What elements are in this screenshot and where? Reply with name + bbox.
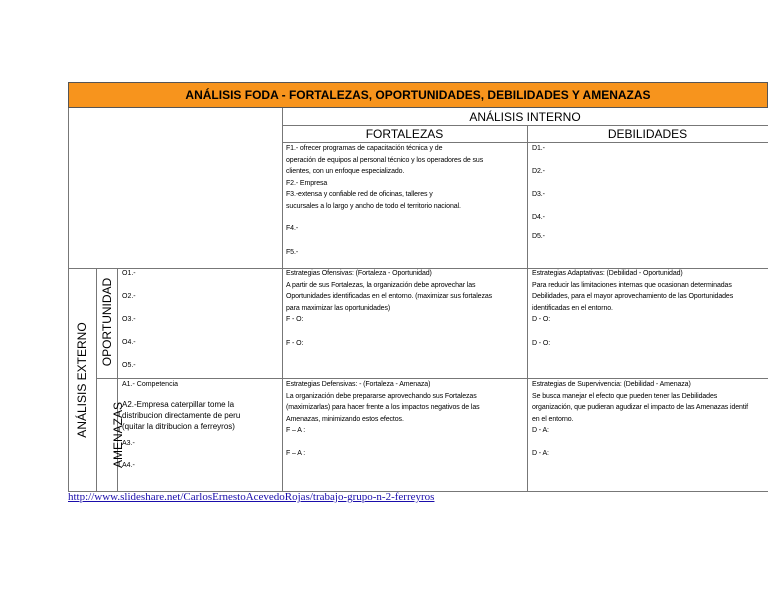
oportunidades-list (122, 268, 136, 372)
fortalezas-cell (286, 143, 524, 258)
da-line: Se busca manejar el efecto que pueden tener las Debilidades (532, 392, 718, 400)
debilidades-header: DEBILIDADES (607, 127, 688, 141)
fa-line: Estrategias Defensivas: - (Fortaleza - Amenaza) (286, 381, 431, 388)
amenaza-item: A3.- (122, 439, 135, 447)
do-line: D - O: (532, 339, 551, 347)
fa-line: F – A : (286, 427, 306, 434)
amenaza-a2-line: (quitar la ditribucion a ferreyros) (122, 421, 235, 431)
fortaleza-line: F5.- (286, 248, 299, 256)
da-line: D - A: (532, 427, 549, 434)
do-strategy-cell (532, 268, 766, 349)
fortaleza-line: F1.- ofrecer programas de capacitación técnica y de (286, 145, 443, 152)
debilidad-line: D2.- (532, 168, 545, 175)
do-line: identificadas en el entorno. (532, 304, 613, 312)
oportunidad-item: O4.- (122, 339, 136, 346)
fortaleza-line: F4.- (286, 225, 299, 232)
fortaleza-line: F3.-extensa y confiable red de oficinas, talleres y (286, 191, 433, 198)
fa-line: (maximizarlas) para hacer frente a los impactos negativos de las (286, 404, 480, 411)
oportunidad-label: OPORTUNIDAD (100, 277, 114, 367)
oportunidad-item: O5.- (122, 362, 136, 369)
fortalezas-header: FORTALEZAS (365, 127, 444, 141)
da-line: en el entorno. (532, 415, 574, 423)
fo-line: Oportunidades identificadas en el entorno. (maximizar sus fortalezas (286, 293, 493, 300)
da-strategy-cell (532, 379, 768, 459)
fo-line: para maximizar las oportunidades) (286, 304, 391, 312)
fa-line: La organización debe prepararse aprovechando sus Fortalezas (286, 392, 477, 400)
fortaleza-line: F2.- Empresa (286, 179, 328, 187)
fortaleza-line: operación de equipos al personal técnico y los operadores de sus (286, 156, 484, 164)
debilidad-line: D4.- (532, 214, 545, 221)
oportunidad-item: O1.- (122, 270, 136, 277)
amenaza-a2-line: A2.-Empresa caterpillar tome la (122, 399, 235, 409)
da-line: Estrategias de Supervivencia: (Debilidad - Amenaza) (532, 381, 691, 388)
do-line: D - O: (532, 316, 551, 323)
table-title: ANÁLISIS FODA - FORTALEZAS, OPORTUNIDADES, DEBILIDADES Y AMENAZAS (68, 82, 768, 108)
fo-line: A partir de sus Fortalezas, la organización debe aprovechar las (286, 281, 476, 289)
fa-strategy-cell (286, 379, 522, 459)
debilidad-line: D5.- (532, 232, 545, 240)
amenaza-item-a2 (122, 399, 280, 432)
fortaleza-line: sucursales a lo largo y ancho de todo el territorio nacional. (286, 202, 461, 210)
fo-line: Estrategias Ofensivas: (Fortaleza - Oportunidad) (286, 270, 432, 277)
amenazas-label: AMENAZAS (111, 402, 125, 469)
da-line: organización, que pudieran agudizar el impacto de las Amenazas identif (532, 404, 748, 411)
amenaza-item: A1.- Competencia (122, 381, 179, 388)
do-line: Estrategias Adaptativas: (Debilidad - Oportunidad) (532, 270, 683, 277)
fo-line: F - O: (286, 339, 304, 347)
oportunidad-item: O3.- (122, 316, 136, 323)
do-line: Debilidades, para el mayor aprovechamiento de las Oportunidades (532, 293, 734, 300)
debilidades-cell (532, 143, 762, 242)
analisis-interno-header: ANÁLISIS INTERNO (469, 110, 581, 124)
fo-strategy-cell (286, 268, 522, 349)
fo-line: F - O: (286, 316, 304, 323)
analisis-externo-label: ANÁLISIS EXTERNO (75, 322, 89, 438)
fortaleza-line: clientes, con un enfoque especializado. (286, 168, 405, 175)
oportunidad-item: O2.- (122, 293, 136, 300)
debilidad-line: D1.- (532, 145, 545, 152)
source-link[interactable]: http://www.slideshare.net/CarlosErnestoAcevedoRojas/trabajo-grupo-n-2-ferreyros (68, 491, 435, 503)
debilidad-line: D3.- (532, 191, 545, 198)
do-line: Para reducir las limitaciones internas que ocasionan determinadas (532, 281, 732, 289)
amenaza-item: A4.- (122, 462, 135, 469)
da-line: D - A: (532, 449, 549, 457)
fa-line: Amenazas, minimizando estos efectos. (286, 415, 404, 423)
amenazas-list (122, 379, 280, 472)
fa-line: F – A : (286, 449, 306, 457)
amenaza-a2-line: distribucion directamente de peru (122, 410, 241, 420)
